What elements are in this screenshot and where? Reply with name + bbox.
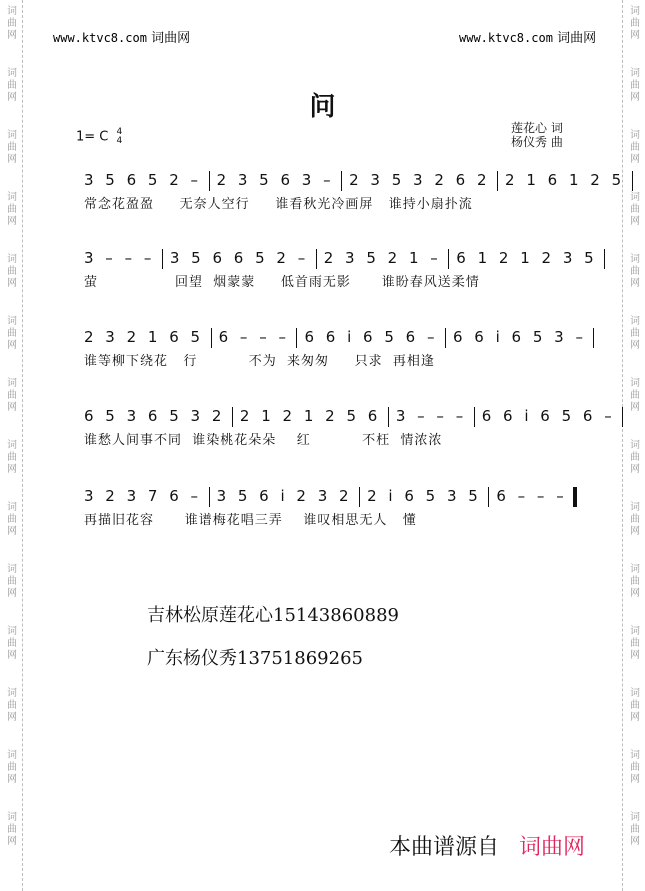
watermark-mark: [627, 440, 643, 476]
watermark-char: 曲: [630, 266, 640, 277]
watermark-char: 曲: [630, 762, 640, 773]
barline: [209, 487, 210, 507]
notes-line: [84, 403, 616, 429]
watermark-char: 网: [630, 92, 640, 103]
watermark-char: 网: [630, 30, 640, 41]
barline: [448, 249, 449, 269]
watermark-mark: [627, 750, 643, 786]
contact-line-2: 广东杨仪秀13751869265: [147, 648, 363, 669]
barline: [632, 171, 633, 191]
barline: [359, 487, 360, 507]
watermark-char: 词: [7, 812, 17, 823]
footer-source: [389, 830, 585, 861]
watermark-char: 曲: [630, 390, 640, 401]
watermark-char: 网: [7, 216, 17, 227]
measure: 6 6 i 6 5 6 –: [304, 328, 438, 346]
barline: [211, 328, 212, 348]
watermark-char: 网: [7, 402, 17, 413]
watermark-char: 曲: [7, 142, 17, 153]
site-tag-left[interactable]: [53, 27, 190, 46]
site-url[interactable]: www.ktvc8.com: [53, 31, 147, 45]
measure: 2 3 5 3 2 6 2: [349, 171, 491, 189]
site-url[interactable]: www.ktvc8.com: [459, 31, 553, 45]
measure: 2 3 5 6 3 –: [216, 171, 335, 189]
lyrics-line: 谁等柳下绕花 行 不为 来匆匆 只求 再相逢: [84, 354, 435, 369]
watermark-char: 词: [630, 192, 640, 203]
watermark-char: 网: [630, 216, 640, 227]
watermark-char: 词: [630, 254, 640, 265]
watermark-char: 网: [630, 774, 640, 785]
watermark-mark: [627, 564, 643, 600]
measure: 2 3 5 2 1 –: [323, 249, 442, 267]
barline: [209, 171, 210, 191]
watermark-char: 网: [630, 154, 640, 165]
watermark-mark: [4, 812, 20, 848]
watermark-char: 曲: [7, 452, 17, 463]
watermark-char: 网: [7, 836, 17, 847]
site-name[interactable]: 词曲网: [557, 31, 597, 46]
watermark-mark: [627, 316, 643, 352]
notes-line: [84, 245, 598, 271]
time-top: 4: [116, 127, 123, 137]
watermark-char: 词: [7, 192, 17, 203]
barline: [162, 249, 163, 269]
measure: 6 6 i 6 5 3 –: [452, 328, 587, 346]
lyrics-line: 常念花盈盈 无奈人空行 谁看秋光冷画屏 谁持小扇扑流: [84, 197, 473, 212]
watermark-char: 网: [7, 30, 17, 41]
measure: 6 6 i 6 5 6 –: [481, 407, 616, 425]
watermark-mark: [4, 502, 20, 538]
barline: [474, 407, 475, 427]
watermark-char: 词: [7, 688, 17, 699]
watermark-char: 词: [7, 750, 17, 761]
watermark-mark: [627, 378, 643, 414]
watermark-char: 词: [7, 130, 17, 141]
watermark-char: 曲: [630, 204, 640, 215]
watermark-char: 词: [7, 564, 17, 575]
watermark-char: 网: [630, 526, 640, 537]
watermark-char: 曲: [7, 204, 17, 215]
watermark-char: 网: [7, 588, 17, 599]
barline: [388, 407, 389, 427]
barline: [341, 171, 342, 191]
watermark-char: 词: [630, 440, 640, 451]
watermark-mark: [4, 130, 20, 166]
watermark-char: 词: [7, 502, 17, 513]
watermark-mark: [4, 316, 20, 352]
watermark-mark: [627, 688, 643, 724]
watermark-char: 词: [7, 68, 17, 79]
barline: [445, 328, 446, 348]
watermark-mark: [627, 502, 643, 538]
watermark-char: 曲: [630, 514, 640, 525]
watermark-mark: [4, 564, 20, 600]
watermark-mark: [4, 440, 20, 476]
contact-line-1: 吉林松原莲花心15143860889: [147, 605, 399, 626]
site-name[interactable]: 词曲网: [151, 31, 191, 46]
watermark-char: 词: [630, 68, 640, 79]
watermark-char: 曲: [7, 514, 17, 525]
watermark-char: 词: [7, 378, 17, 389]
composer: 杨仪秀 曲: [511, 135, 563, 149]
watermark-char: 网: [630, 712, 640, 723]
watermark-char: 曲: [7, 762, 17, 773]
watermark-char: 网: [630, 402, 640, 413]
lyricist: 莲花心 词: [511, 121, 563, 135]
watermark-char: 网: [630, 588, 640, 599]
measure: 2 3 2 1 6 5: [84, 328, 204, 346]
watermark-char: 曲: [7, 576, 17, 587]
song-title: 问: [309, 92, 336, 122]
watermark-mark: [4, 688, 20, 724]
watermark-char: 网: [7, 92, 17, 103]
watermark-char: 曲: [7, 18, 17, 29]
watermark-char: 曲: [630, 142, 640, 153]
notes-line: [84, 483, 574, 509]
watermark-char: 曲: [630, 328, 640, 339]
watermark-char: 网: [630, 650, 640, 661]
watermark-char: 网: [630, 836, 640, 847]
watermark-mark: [4, 626, 20, 662]
barline: [296, 328, 297, 348]
watermark-char: 网: [7, 526, 17, 537]
watermark-char: 词: [7, 626, 17, 637]
lyrics-line: 萤 回望 烟蒙蒙 低首雨无影 谁盼春风送柔情: [84, 275, 480, 290]
footer-brand[interactable]: 词曲网: [519, 835, 586, 860]
watermark-char: 曲: [630, 824, 640, 835]
watermark-char: 曲: [630, 80, 640, 91]
watermark-mark: [627, 626, 643, 662]
watermark-char: 网: [7, 340, 17, 351]
watermark-char: 词: [630, 812, 640, 823]
watermark-char: 网: [7, 712, 17, 723]
watermark-char: 词: [7, 440, 17, 451]
watermark-char: 词: [7, 316, 17, 327]
watermark-char: 曲: [630, 700, 640, 711]
notes-line: [84, 167, 625, 193]
watermark-mark: [627, 192, 643, 228]
watermark-mark: [4, 750, 20, 786]
key-signature: [76, 128, 122, 146]
barline: [497, 171, 498, 191]
lyrics-line: 再描旧花容 谁谱梅花唱三弄 谁叹相思无人 懂: [84, 513, 417, 528]
watermark-char: 曲: [7, 824, 17, 835]
watermark-mark: [627, 130, 643, 166]
watermark-char: 网: [7, 154, 17, 165]
watermark-char: 词: [630, 688, 640, 699]
measure: 3 5 6 5 2 –: [84, 171, 202, 189]
measure: 6 5 3 6 5 3 2: [84, 407, 225, 425]
watermark-mark: [627, 254, 643, 290]
credits: [511, 121, 563, 149]
watermark-char: 词: [630, 626, 640, 637]
watermark-char: 词: [630, 502, 640, 513]
site-tag-right[interactable]: [459, 27, 596, 46]
time-signature: [117, 128, 123, 146]
final-barline: [573, 487, 577, 507]
watermark-char: 词: [630, 6, 640, 17]
measure: 3 5 6 6 5 2 –: [169, 249, 309, 267]
watermark-char: 词: [630, 130, 640, 141]
watermark-char: 曲: [7, 700, 17, 711]
measure: 2 1 2 1 2 5 6: [239, 407, 381, 425]
measure: 2 1 6 1 2 5: [505, 171, 625, 189]
barline: [604, 249, 605, 269]
measure: 3 2 3 7 6 –: [84, 487, 202, 505]
watermark-char: 网: [630, 278, 640, 289]
watermark-char: 词: [7, 254, 17, 265]
watermark-char: 网: [630, 464, 640, 475]
watermark-mark: [4, 192, 20, 228]
watermark-char: 曲: [7, 390, 17, 401]
lyrics-line: 谁愁人间事不同 谁染桃花朵朵 红 不枉 情浓浓: [84, 433, 443, 448]
watermark-char: 曲: [630, 452, 640, 463]
time-bottom: 4: [116, 136, 123, 146]
watermark-mark: [4, 6, 20, 42]
watermark-char: 曲: [7, 80, 17, 91]
watermark-char: 网: [7, 464, 17, 475]
watermark-char: 词: [630, 750, 640, 761]
watermark-char: 网: [7, 774, 17, 785]
watermark-mark: [627, 812, 643, 848]
watermark-char: 曲: [630, 638, 640, 649]
watermark-mark: [4, 378, 20, 414]
measure: 3 5 6 i 2 3 2: [216, 487, 353, 505]
watermark-char: 曲: [7, 638, 17, 649]
watermark-char: 网: [7, 650, 17, 661]
measure: 3 – – –: [395, 407, 467, 425]
barline: [232, 407, 233, 427]
watermark-char: 曲: [7, 328, 17, 339]
watermark-char: 网: [630, 340, 640, 351]
watermark-char: 词: [630, 316, 640, 327]
barline: [593, 328, 594, 348]
watermark-char: 曲: [630, 576, 640, 587]
measure: 6 – – –: [218, 328, 290, 346]
barline: [316, 249, 317, 269]
watermark-mark: [627, 6, 643, 42]
measure: 3 – – –: [84, 249, 155, 267]
watermark-char: 曲: [630, 18, 640, 29]
watermark-char: 网: [7, 278, 17, 289]
key-label: 1= C: [76, 129, 109, 145]
notes-line: [84, 324, 587, 350]
watermark-mark: [4, 254, 20, 290]
measure: 2 i 6 5 3 5: [367, 487, 482, 505]
source-label: 本曲谱源自: [389, 835, 500, 860]
watermark-char: 词: [7, 6, 17, 17]
watermark-char: 词: [630, 564, 640, 575]
measure: 6 1 2 1 2 3 5: [456, 249, 598, 267]
watermark-char: 曲: [7, 266, 17, 277]
measure: 6 – – –: [496, 487, 568, 505]
barline: [622, 407, 623, 427]
barline: [488, 487, 489, 507]
watermark-char: 词: [630, 378, 640, 389]
